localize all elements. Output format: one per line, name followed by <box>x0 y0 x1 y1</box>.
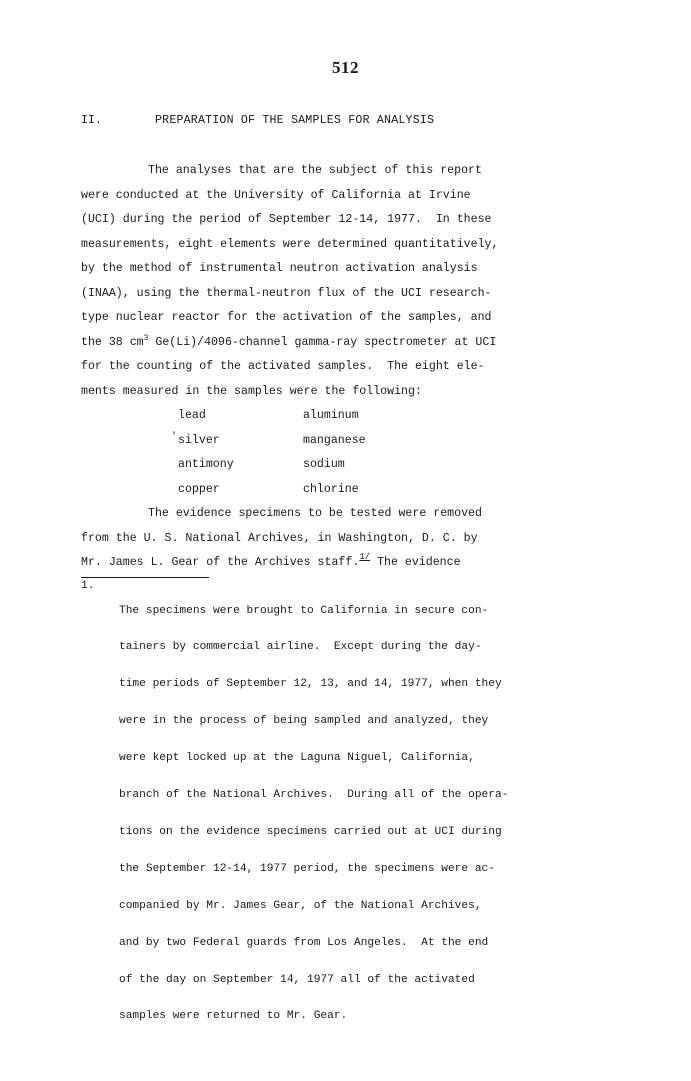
paragraph-line: The evidence specimens to be tested were removed <box>148 507 482 520</box>
element-item: antimony <box>178 458 234 471</box>
paragraph-line: ments measured in the samples were the following: <box>81 385 422 398</box>
section-title: PREPARATION OF THE SAMPLES FOR ANALYSIS <box>155 114 435 127</box>
paragraph-line <box>81 552 461 569</box>
footnote-line: and by two Federal guards from Los Angeles. At the end <box>119 936 489 949</box>
element-item: chlorine <box>303 483 359 496</box>
footnote-line: branch of the National Archives. During all of the opera- <box>119 789 509 802</box>
paragraph-line: for the counting of the activated samples. The eight ele- <box>81 360 485 373</box>
page-number: 512 <box>332 58 359 77</box>
paragraph-line: type nuclear reactor for the activation of the samples, and <box>81 311 492 324</box>
paragraph-line: (INAA), using the thermal-neutron flux of the UCI research- <box>81 287 492 300</box>
paragraph-line: by the method of instrumental neutron activation analysis <box>81 262 478 275</box>
footnote-line: tainers by commercial airline. Except during the day- <box>119 641 482 654</box>
element-item: lead <box>178 409 206 422</box>
footnote-line: The specimens were brought to California in secure con- <box>119 604 489 617</box>
paragraph-line: were conducted at the University of California at Irvine <box>81 189 471 202</box>
footnote-line: companied by Mr. James Gear, of the National Archives, <box>119 899 482 912</box>
footnote-number: 1. <box>81 580 95 592</box>
footnote-line: samples were returned to Mr. Gear. <box>119 1010 348 1023</box>
paragraph-line: from the U. S. National Archives, in Washington, D. C. by <box>81 532 478 545</box>
footnote-reference: 1/ <box>359 552 371 562</box>
footnote-line: tions on the evidence specimens carried out at UCI during <box>119 825 502 838</box>
footnote-rule <box>81 577 209 578</box>
line-text: Mr. James L. Gear of the Archives staff. <box>81 556 360 569</box>
paragraph-line: measurements, eight elements were determined quantitatively, <box>81 238 499 251</box>
footnote-line: time periods of September 12, 13, and 14, 1977, when they <box>119 678 502 691</box>
footnote-line: of the day on September 14, 1977 all of the activated <box>119 973 475 986</box>
element-item: silver <box>178 434 220 447</box>
footnote-line: were kept locked up at the Laguna Niguel, California, <box>119 752 475 765</box>
element-item: aluminum <box>303 409 359 422</box>
footnote-line: were in the process of being sampled and analyzed, they <box>119 715 489 728</box>
paragraph-line <box>81 336 496 349</box>
line-text: Ge(Li)/4096-channel gamma-ray spectrometer at UCI <box>148 336 497 349</box>
stray-mark: ' <box>171 432 178 443</box>
element-item: manganese <box>303 434 366 447</box>
footnote-line: the September 12-14, 1977 period, the specimens were ac- <box>119 862 495 875</box>
section-number: II. <box>81 114 102 127</box>
line-text: The evidence <box>370 556 461 569</box>
element-item: sodium <box>303 458 345 471</box>
line-text: the 38 cm <box>81 336 144 349</box>
footnote-body <box>119 580 508 1047</box>
element-item: copper <box>178 483 220 496</box>
superscript: 3 <box>143 334 149 343</box>
paragraph-line: (UCI) during the period of September 12-14, 1977. In these <box>81 213 492 226</box>
paragraph-line: The analyses that are the subject of this report <box>148 164 482 177</box>
